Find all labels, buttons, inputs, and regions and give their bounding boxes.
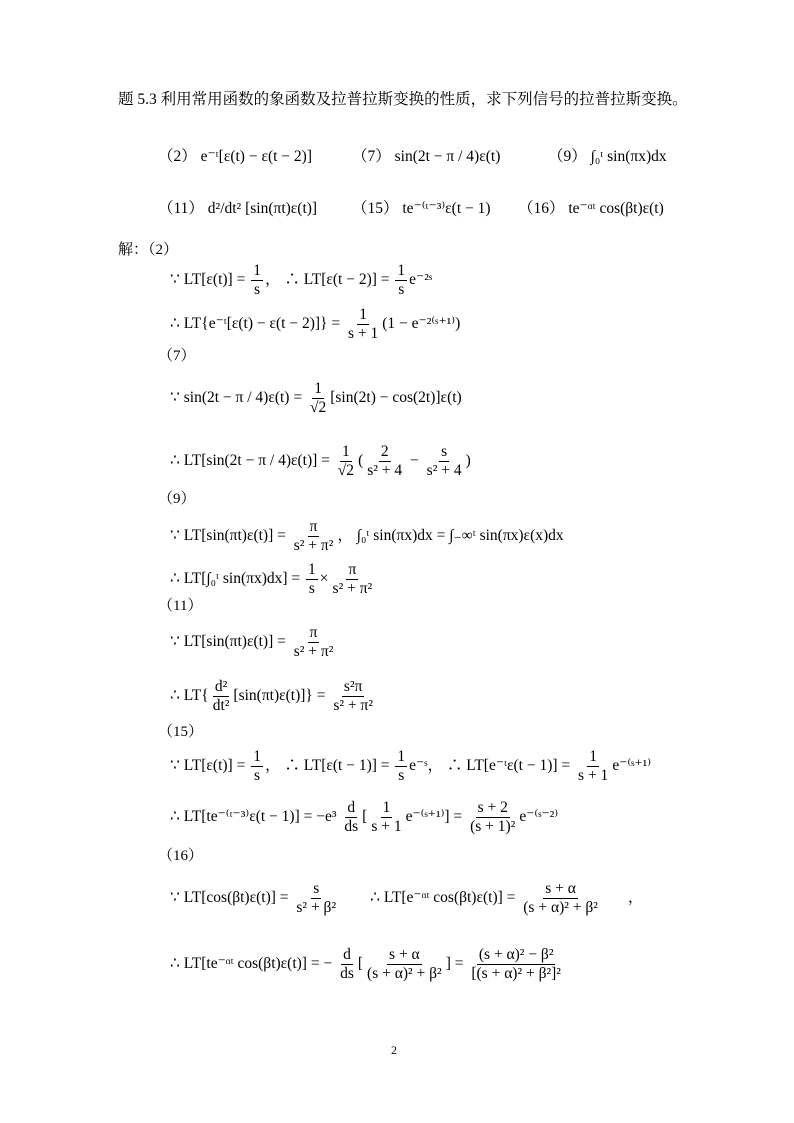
part7-line2: ∴ LT[sin(2t − π / 4)ε(t)] = $\frac{1}{√2}$ ( $\frac{2}{\text{s² + 4}}$ − $\frac{s}{\text{s² + 4}}$ ) xyxy=(170,443,471,479)
part2-line2: ∴ LT{e⁻ᵗ[ε(t) − ε(t − 2)]} = $\frac{1}{s + 1}$ (1 − e⁻²⁽ˢ⁺¹⁾) xyxy=(170,306,461,342)
fraction: $\frac{1}{s}$ xyxy=(397,748,406,784)
part2-line1: ∵ LT[ε(t)] = $\frac{1}{s}$ ， ∴ LT[ε(t − 2)] = $\frac{1}{s}$ e⁻²ˢ xyxy=(170,262,433,298)
problem-item-9: （9） ∫₀ᵗ sin(πx)dx xyxy=(548,148,667,165)
fraction: $\frac{1}{√2}$ xyxy=(309,380,327,416)
fraction: $\frac{1}{s}$ xyxy=(397,262,406,298)
fraction: $\frac{s}{\text{s² + 4}}$ xyxy=(426,443,462,479)
fraction: $\frac{2}{\text{s² + 4}}$ xyxy=(367,443,403,479)
part7-label: （7） xyxy=(158,348,196,364)
fraction: $\frac{1}{s}$ xyxy=(253,748,261,784)
fraction: $\frac{1}{s + 1}$ xyxy=(578,748,609,784)
fraction: $\frac{\pi}{\text{s² + π²}}$ xyxy=(332,561,373,597)
fraction: $\frac{1}{s + 1}$ xyxy=(371,799,402,835)
problem-item-7: （7） sin(2t − π / 4)ε(t) xyxy=(352,148,501,165)
part11-label: （11） xyxy=(158,598,203,614)
page-number: 2 xyxy=(391,1043,397,1057)
fraction: $\frac{\text{s²π}}{\text{s² + π²}}$ xyxy=(333,678,374,714)
part16-line2: ∴ LT[te⁻ᵅᵗ cos(βt)ε(t)] = − $\frac{d}{ds}$ [ $\frac{s + \alpha}{\text{(s + α)² + β²}}$ ] = $\frac{\text{(s + α)² − β²}}{\text{[(s + α)² + β²]²}}$ xyxy=(170,946,561,982)
fraction: $\frac{\text{d²}}{\text{dt²}}$ xyxy=(212,678,230,714)
fraction: $\frac{1}{s}$ xyxy=(253,262,261,298)
problem-item-11: （11） d²/dt² [sin(πt)ε(t)] xyxy=(158,200,318,217)
problem-item-15: （15） te⁻⁽ᵗ⁻³⁾ε(t − 1) xyxy=(352,200,491,217)
fraction: $\frac{s + \alpha}{\text{(s + α)² + β²}}$ xyxy=(367,946,442,982)
part9-line1: ∵ LT[sin(πt)ε(t)] = $\frac{\pi}{\text{s² + π²}}$ ， ∫₀ᵗ sin(πx)dx = ∫₋∞ᵗ sin(πx)ε(x)dx xyxy=(170,518,564,554)
problem-title: 题 5.3 利用常用函数的象函数及拉普拉斯变换的性质，求下列信号的拉普拉斯变换。 xyxy=(118,91,688,108)
fraction: $\frac{\pi}{\text{s² + π²}}$ xyxy=(293,518,334,554)
part16-line1: ∵ LT[cos(βt)ε(t)] = $\frac{s}{\text{s² + β²}}$ ∴ LT[e⁻ᵅᵗ cos(βt)ε(t)] = $\frac{s + \alpha}{\text{(s + α)² + β²}}$ ， xyxy=(170,880,644,916)
fraction: $\frac{s}{\text{s² + β²}}$ xyxy=(296,880,337,916)
part15-line1: ∵ LT[ε(t)] = $\frac{1}{s}$ ， ∴ LT[ε(t − 1)] = $\frac{1}{s}$ e⁻ˢ， ∴ LT[e⁻ᵗε(t − 1)] = $\frac{1}{s + 1}$ e⁻⁽ˢ⁺¹⁾ xyxy=(170,748,652,784)
part7-line1: ∵ sin(2t − π / 4)ε(t) = $\frac{1}{√2}$ [sin(2t) − cos(2t)]ε(t) xyxy=(170,380,462,416)
fraction: $\frac{\pi}{\text{s² + π²}}$ xyxy=(293,624,334,660)
part9-label: （9） xyxy=(158,491,196,507)
problem-item-16: （16） te⁻ᵅᵗ cos(βt)ε(t) xyxy=(518,200,664,217)
part9-line2: ∴ LT[∫₀ᵗ sin(πx)dx] = $\frac{1}{s}$ × $\frac{\pi}{\text{s² + π²}}$ xyxy=(170,561,373,597)
fraction: $\frac{s + 2}{\text{(s + 1)²}}$ xyxy=(470,799,516,835)
solution-heading: 解：（2） xyxy=(118,242,179,258)
part16-label: （16） xyxy=(158,848,204,864)
part15-line2: ∴ LT[te⁻⁽ᵗ⁻³⁾ε(t − 1)] = −e³ $\frac{d}{ds}$ [ $\frac{1}{s + 1}$ e⁻⁽ˢ⁺¹⁾] = $\frac{s + 2}{\text{(s + 1)²}}$ e⁻⁽ˢ⁻²⁾ xyxy=(170,799,559,835)
fraction: $\frac{1}{s + 1}$ xyxy=(347,306,379,342)
fraction: $\frac{1}{√2}$ xyxy=(337,443,355,479)
fraction: $\frac{1}{s}$ xyxy=(308,561,316,597)
problem-item-2: （2） e⁻ᵗ[ε(t) − ε(t − 2)] xyxy=(158,148,312,165)
part11-line1: ∵ LT[sin(πt)ε(t)] = $\frac{\pi}{\text{s² + π²}}$ xyxy=(170,624,334,660)
part11-line2: ∴ LT{ $\frac{\text{d²}}{\text{dt²}}$ [sin(πt)ε(t)]} = $\frac{\text{s²π}}{\text{s² + π²}}$ xyxy=(170,678,374,714)
fraction: $\frac{d}{ds}$ xyxy=(344,799,359,835)
fraction: $\frac{\text{(s + α)² − β²}}{\text{[(s + α)² + β²]²}}$ xyxy=(471,946,561,982)
fraction: $\frac{d}{ds}$ xyxy=(340,946,354,982)
part15-label: （15） xyxy=(158,724,204,740)
fraction: $\frac{s + \alpha}{\text{(s + α)² + β²}}$ xyxy=(523,880,598,916)
